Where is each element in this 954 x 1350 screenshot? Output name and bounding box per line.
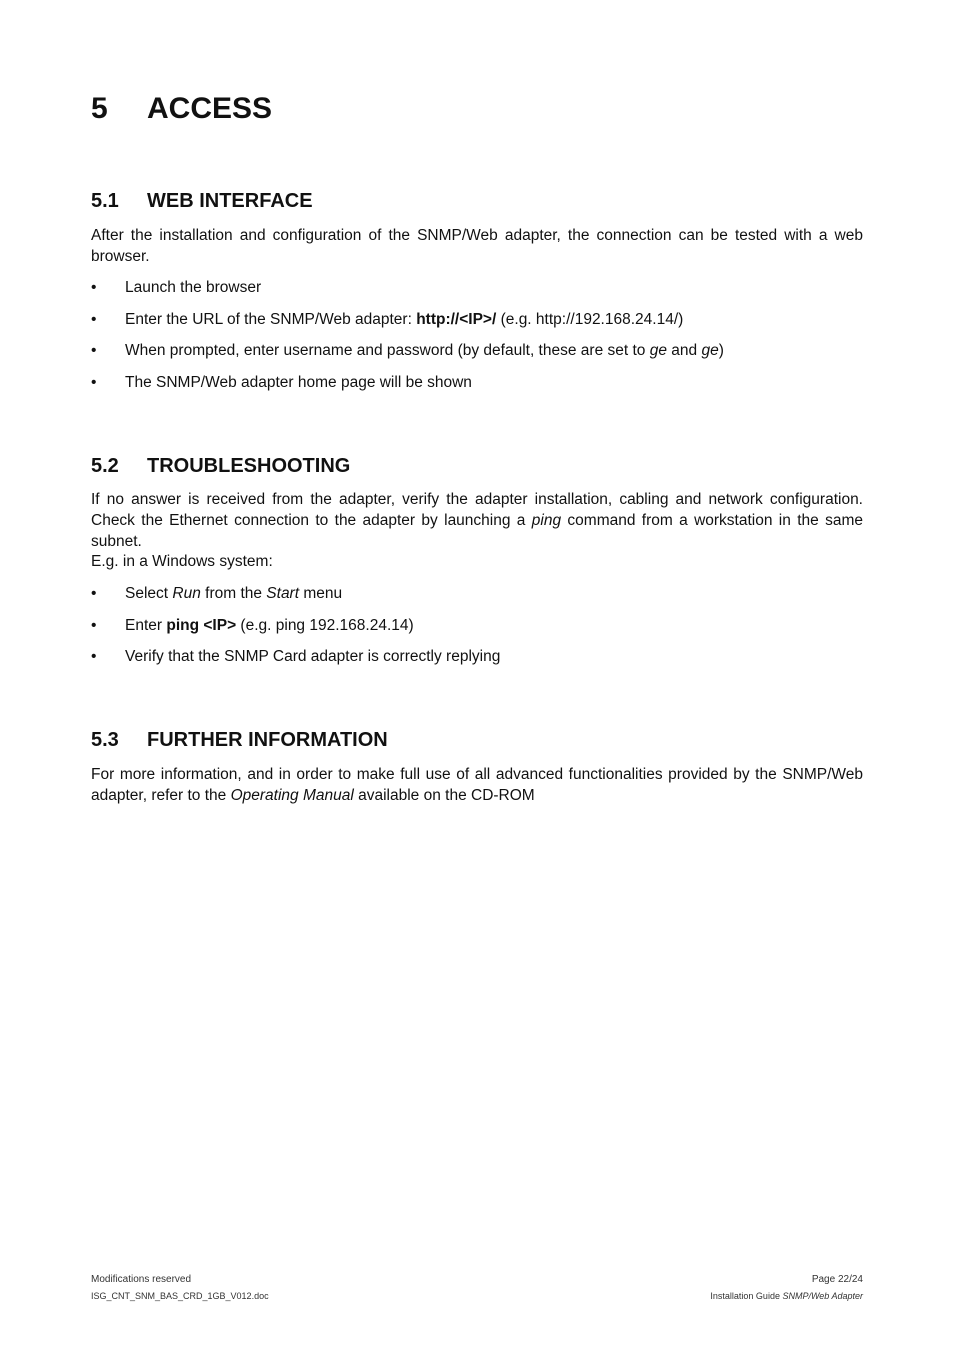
list-item: • Enter ping <IP> (e.g. ping 192.168.24.14) xyxy=(91,616,414,634)
section-number: 5.1 xyxy=(91,190,119,212)
section-title: WEB INTERFACE xyxy=(147,190,313,212)
bullet-icon: • xyxy=(91,279,97,296)
bullet-icon: • xyxy=(91,616,97,634)
list-item: • The SNMP/Web adapter home page will be shown xyxy=(91,373,472,391)
url-pattern: http://<IP>/ xyxy=(416,310,497,328)
section-title: FURTHER INFORMATION xyxy=(147,729,388,751)
list-item: • When prompted, enter username and password (by default, these are set to ge and ge) xyxy=(91,342,724,359)
bullet-icon: • xyxy=(91,310,97,328)
section-title: TROUBLESHOOTING xyxy=(147,455,351,477)
bullet-icon: • xyxy=(91,342,97,359)
footer-row-2 xyxy=(91,1291,863,1301)
footer-page-number: Page 22/24 xyxy=(811,1274,863,1285)
bullet-icon: • xyxy=(91,373,97,391)
section-heading-troubleshooting xyxy=(91,455,350,478)
troubleshooting-paragraph: If no answer is received from the adapter, verify the adapter installation, cabling and network configuration. Check the Ethernet connection to the adapter by launching a ping command from a workstation in the same subnet. xyxy=(91,491,863,550)
section-heading-web-interface xyxy=(91,190,313,213)
bullet-icon: • xyxy=(91,648,97,665)
chapter-heading xyxy=(91,92,272,126)
manual-title: Operating Manual xyxy=(230,787,354,804)
list-item: • Verify that the SNMP Card adapter is correctly replying xyxy=(91,648,501,665)
web-interface-steps xyxy=(91,277,863,403)
bullet-icon: • xyxy=(91,585,97,602)
chapter-number: 5 xyxy=(91,92,108,125)
section-heading-further-information xyxy=(91,729,388,752)
ping-command: ping <IP> xyxy=(166,616,237,634)
footer-doc-title: Installation Guide SNMP/Web Adapter xyxy=(710,1291,863,1301)
list-item: • Launch the browser xyxy=(91,279,262,296)
list-item: • Select Run from the Start menu xyxy=(91,585,343,602)
footer-modifications: Modifications reserved xyxy=(91,1274,192,1285)
troubleshooting-example-intro: E.g. in a Windows system: xyxy=(91,553,273,570)
chapter-title: ACCESS xyxy=(147,92,273,125)
troubleshooting-steps xyxy=(91,583,863,678)
footer-filename: ISG_CNT_SNM_BAS_CRD_1GB_V012.doc xyxy=(91,1291,269,1301)
web-interface-intro: After the installation and configuration of the SNMP/Web adapter, the connection can be tested with a web browser. xyxy=(91,227,863,265)
section-number: 5.2 xyxy=(91,455,119,477)
section-number: 5.3 xyxy=(91,729,119,751)
footer-row-1 xyxy=(91,1274,863,1285)
list-item: • Enter the URL of the SNMP/Web adapter: http://<IP>/ (e.g. http://192.168.24.14/) xyxy=(91,310,684,328)
further-information-paragraph: For more information, and in order to make full use of all advanced functionalities provided by the SNMP/Web adapter, refer to the Operating Manual available on the CD-ROM xyxy=(91,766,863,804)
document-page xyxy=(91,0,863,1350)
